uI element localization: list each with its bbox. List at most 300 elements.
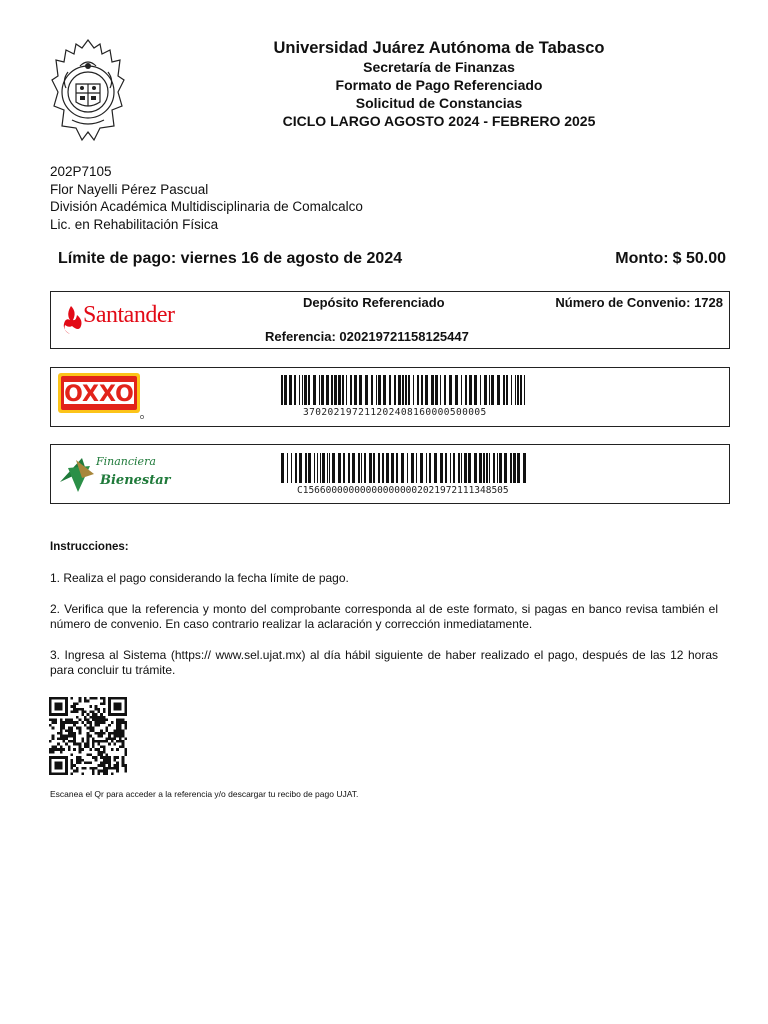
qr-module [92,772,95,775]
qr-module [62,737,65,740]
qr-module [100,753,103,756]
qr-module [76,759,79,762]
qr-module [124,710,127,713]
barcode-bar [497,453,498,483]
qr-module [97,716,100,719]
qr-module [92,729,95,732]
santander-logo-text: Santander [83,302,175,328]
qr-module [87,740,90,743]
barcode-bar [348,453,350,483]
qr-module [108,732,111,735]
qr-module [81,759,84,762]
qr-module [49,710,52,713]
payment-deadline: Límite de pago: viernes 16 de agosto de 2024 [58,250,403,267]
qr-module [116,732,119,735]
qr-module [100,735,103,738]
qr-module [87,721,90,724]
qr-module [108,705,111,708]
payment-qr-code [49,697,127,775]
qr-module [124,770,127,773]
qr-module [122,721,125,724]
qr-module [103,697,106,700]
qr-module [89,724,92,727]
qr-module [103,751,106,754]
qr-module [122,719,125,722]
qr-module [89,753,92,756]
barcode-bar [484,375,487,405]
qr-module [81,767,84,770]
qr-module [92,737,95,740]
barcode-bar [369,453,372,483]
qr-module [73,737,76,740]
student-name: Flor Nayelli Pérez Pascual [50,181,209,197]
qr-module [103,710,106,713]
barcode-bar [517,375,519,405]
bienestar-payment-box [50,444,730,504]
qr-module [60,748,63,751]
qr-module [60,702,63,705]
qr-module [73,702,76,705]
qr-module [49,764,52,767]
qr-module [92,713,95,716]
qr-module [52,713,55,716]
qr-module [68,748,71,751]
qr-module [122,713,125,716]
qr-module [52,737,55,740]
qr-module [49,713,52,716]
qr-module [54,772,57,775]
qr-module [60,724,63,727]
qr-module [60,719,63,722]
qr-module [79,719,82,722]
qr-module [81,710,84,713]
barcode-bar [389,375,391,405]
qr-module [79,700,82,703]
barcode-bar [331,375,333,405]
qr-module [105,759,108,762]
qr-module [60,762,63,765]
qr-module [124,697,127,700]
qr-module [116,762,119,765]
qr-module [76,770,79,773]
qr-module [65,772,68,775]
barcode-bar [326,375,329,405]
qr-module [52,751,55,754]
qr-module [76,767,79,770]
qr-module [79,743,82,746]
qr-module [73,748,76,751]
qr-module [108,735,111,738]
barcode-bar [513,453,516,483]
qr-module [73,724,76,727]
qr-module [65,702,68,705]
barcode-bar [455,375,458,405]
qr-module [87,700,90,703]
reference-number: Referencia: 020219721158125447 [265,329,469,344]
qr-module [60,756,63,759]
qr-module [105,753,108,756]
barcode-bar [284,375,287,405]
qr-module [92,756,95,759]
barcode-bar [396,453,398,483]
barcode-bar [517,453,520,483]
qr-module [87,753,90,756]
qr-module [49,770,52,773]
qr-module [116,708,119,711]
barcode-bar [364,453,366,483]
qr-module [92,697,95,700]
qr-module [124,737,127,740]
qr-module [124,705,127,708]
barcode-bar [378,375,381,405]
qr-module [89,697,92,700]
qr-module [84,710,87,713]
barcode-bar [365,375,368,405]
qr-module [100,697,103,700]
qr-module [108,743,111,746]
qr-module [89,716,92,719]
qr-module [79,759,82,762]
qr-module [105,729,108,732]
barcode-bar [491,375,494,405]
qr-module [122,743,125,746]
qr-module [116,729,119,732]
qr-module [57,762,60,765]
qr-module [57,764,60,767]
qr-module [111,721,114,724]
qr-module [62,735,65,738]
qr-module [62,748,65,751]
qr-module [119,697,122,700]
qr-module [57,748,60,751]
qr-module [76,727,79,730]
qr-module [114,767,117,770]
barcode-bar [453,453,455,483]
qr-module [65,762,68,765]
qr-module [122,732,125,735]
qr-module [49,700,52,703]
qr-module [103,708,106,711]
barcode-bar [465,375,467,405]
qr-module [76,756,79,759]
qr-module [65,737,68,740]
qr-module [54,767,57,770]
barcode-bar [413,375,414,405]
amount-label: Monto: [615,250,669,267]
qr-module [54,719,57,722]
barcode-bar [338,453,341,483]
qr-module [97,740,100,743]
barcode-bar [497,375,500,405]
qr-module [60,729,63,732]
qr-module [97,724,100,727]
qr-module [79,762,82,765]
barcode-bar [287,453,288,483]
qr-module [92,719,95,722]
qr-module [108,767,111,770]
barcode-bar [440,453,443,483]
qr-module [124,713,127,716]
oxxo-logo-text: OXXO [64,382,134,407]
qr-module [124,702,127,705]
barcode-bar [342,375,344,405]
barcode-bar [391,453,394,483]
qr-module [114,729,117,732]
barcode-bar [520,375,522,405]
qr-module [87,735,90,738]
barcode-bar [461,453,462,483]
barcode-bar [515,375,516,405]
barcode-bar [386,453,389,483]
qr-module [73,764,76,767]
qr-module [52,748,55,751]
qr-module [73,710,76,713]
qr-module [52,721,55,724]
qr-module [71,719,74,722]
qr-module [52,772,55,775]
qr-module [54,756,57,759]
qr-module [89,762,92,765]
qr-module [95,759,98,762]
qr-module [49,748,52,751]
bienestar-barcode-number: C156600000000000000002021972111348505 [297,485,509,496]
instruction-item: 1. Realiza el pago considerando la fecha límite de pago. [50,571,349,585]
qr-module [95,724,98,727]
barcode-bar [295,453,297,483]
qr-module [114,756,117,759]
qr-module [124,708,127,711]
qr-module [49,708,52,711]
qr-module [49,702,52,705]
qr-module [119,713,122,716]
barcode-bar [402,375,404,405]
qr-module [105,719,108,722]
qr-module [71,705,74,708]
barcode-bar [464,453,467,483]
qr-module [95,732,98,735]
qr-module [73,721,76,724]
qr-module [54,764,57,767]
qr-module [124,727,127,730]
barcode-bar [461,375,462,405]
qr-module [105,727,108,730]
qr-module [111,713,114,716]
qr-module [71,759,74,762]
barcode-bar [417,375,419,405]
qr-module [111,697,114,700]
qr-module [84,697,87,700]
agreement-number: Número de Convenio: 1728 [555,295,723,310]
qr-module [95,716,98,719]
qr-module [103,745,106,748]
qr-module [89,767,92,770]
qr-module [65,756,68,759]
qr-module [62,724,65,727]
barcode-bar [332,453,335,483]
qr-module [89,727,92,730]
qr-module [111,767,114,770]
qr-module [111,748,114,751]
qr-module [60,745,63,748]
qr-module [100,751,103,754]
qr-module [81,740,84,743]
qr-module [100,702,103,705]
qr-module [105,740,108,743]
qr-module [114,759,117,762]
barcode-bar [445,453,447,483]
barcode-bar [308,453,311,483]
qr-module [122,729,125,732]
barcode-bar [334,375,337,405]
barcode-bar [320,453,321,483]
qr-module [60,705,63,708]
qr-module [57,756,60,759]
barcode-bar [352,453,355,483]
qr-module [62,713,65,716]
barcode-bar [305,453,307,483]
qr-module [65,767,68,770]
qr-module [103,716,106,719]
qr-module [52,719,55,722]
qr-module [122,740,125,743]
university-seal-logo [48,36,128,144]
qr-module [119,721,122,724]
qr-module [116,767,119,770]
qr-module [73,705,76,708]
qr-module [124,764,127,767]
barcode-bar [358,453,360,483]
qr-module [57,732,60,735]
qr-module [49,724,52,727]
barcode-bar [440,375,441,405]
qr-module [68,729,71,732]
qr-module [57,743,60,746]
qr-module [57,697,60,700]
qr-module [79,708,82,711]
qr-module [65,719,68,722]
qr-module [84,745,87,748]
qr-module [119,702,122,705]
qr-module [114,764,117,767]
barcode-bar [354,375,357,405]
qr-module [108,737,111,740]
barcode-bar [431,375,434,405]
qr-module [81,721,84,724]
qr-module [60,732,63,735]
qr-module [111,732,114,735]
qr-module [97,753,100,756]
qr-module [116,719,119,722]
qr-module [79,732,82,735]
qr-module [87,719,90,722]
barcode-bar [343,453,345,483]
qr-module [71,729,74,732]
qr-module [60,764,63,767]
qr-module [100,729,103,732]
qr-module [116,697,119,700]
oxxo-barcode-number: 370202197211202408160000500005 [303,407,487,418]
amount-value: $ 50.00 [672,250,726,267]
qr-module [57,705,60,708]
qr-module [119,740,122,743]
qr-module [68,740,71,743]
payment-amount [611,250,726,268]
qr-module [116,735,119,738]
qr-module [65,735,68,738]
qr-module [76,702,79,705]
qr-module [60,772,63,775]
qr-module [97,721,100,724]
barcode-bar [503,375,505,405]
qr-module [71,721,74,724]
qr-module [87,713,90,716]
qr-module [49,751,52,754]
qr-module [97,708,100,711]
barcode-bar [444,375,446,405]
qr-module [97,732,100,735]
qr-module [52,735,55,738]
qr-module [81,737,84,740]
qr-module [57,737,60,740]
qr-module [49,762,52,765]
qr-module [114,732,117,735]
barcode-bar [350,375,352,405]
qr-module [119,719,122,722]
qr-module [87,762,90,765]
qr-module [119,745,122,748]
qr-module [100,762,103,765]
qr-module [84,767,87,770]
request-type: Solicitud de Constancias [355,95,523,111]
qr-module [49,719,52,722]
qr-module [68,732,71,735]
qr-module [122,756,125,759]
qr-module [57,713,60,716]
qr-module [81,748,84,751]
qr-module [62,727,65,730]
qr-module [103,770,106,773]
qr-module [108,697,111,700]
barcode-bar [376,375,377,405]
qr-module [105,756,108,759]
barcode-bar [401,453,404,483]
barcode-bar [408,375,410,405]
qr-module [60,697,63,700]
qr-module [60,737,63,740]
qr-module [60,721,63,724]
barcode-bar [450,453,451,483]
qr-module [73,743,76,746]
qr-module [97,710,100,713]
qr-module [79,729,82,732]
barcode-bar [480,375,481,405]
qr-module [124,724,127,727]
qr-module [76,716,79,719]
qr-module [100,719,103,722]
barcode-bar [420,453,423,483]
qr-module [122,697,125,700]
qr-module [81,708,84,711]
barcode-bar [493,453,495,483]
qr-module [71,697,74,700]
qr-module [105,737,108,740]
qr-module [116,764,119,767]
qr-module [87,727,90,730]
barcode-bar [458,453,460,483]
qr-module [119,708,122,711]
qr-module [57,708,60,711]
qr-module [95,756,98,759]
